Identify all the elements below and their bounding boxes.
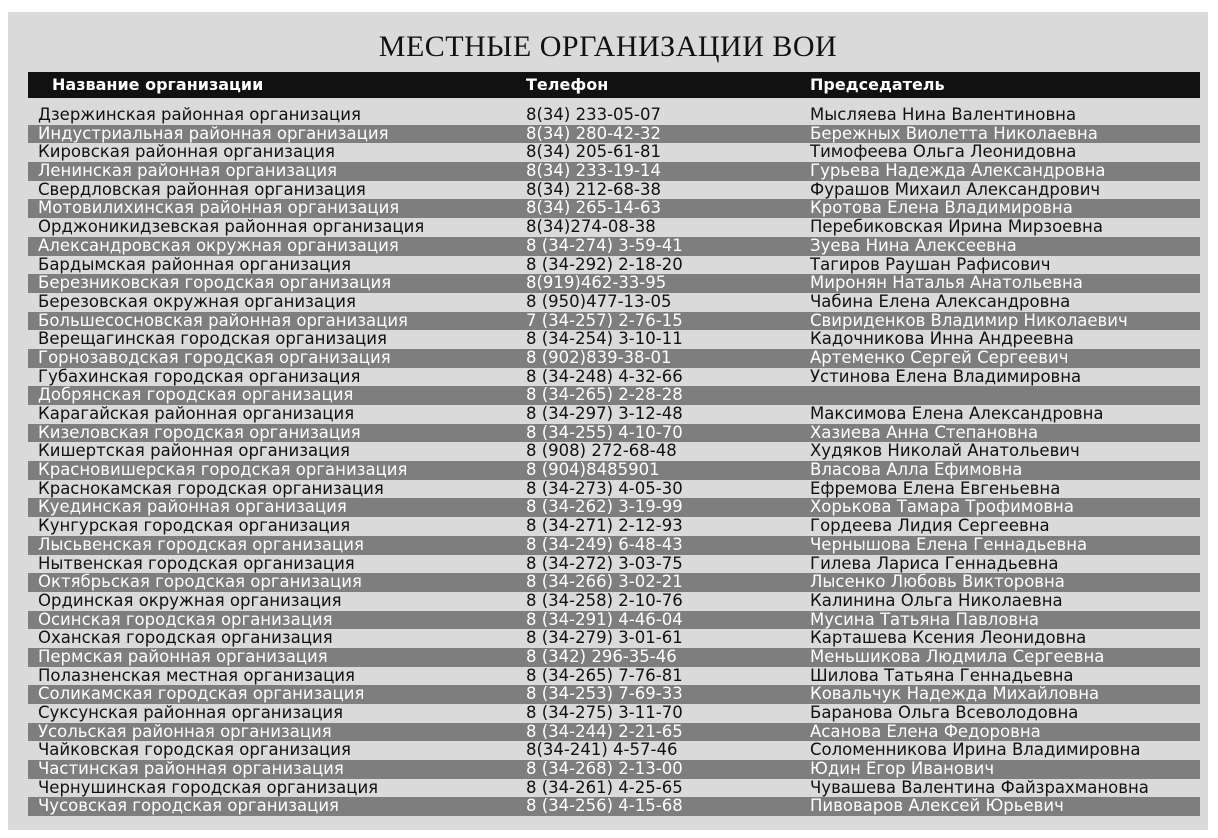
- phone-cell: 8 (950)477-13-05: [526, 291, 672, 311]
- chair-cell: Бережных Виолетта Николаевна: [810, 123, 1098, 143]
- org-name-cell: Губахинская городская организация: [38, 366, 361, 386]
- table-row: [28, 685, 1200, 704]
- chair-cell: Лысенко Любовь Викторовна: [810, 572, 1065, 592]
- org-name-cell: Индустриальная районная организация: [38, 123, 389, 143]
- chair-cell: Кротова Елена Владимировна: [810, 198, 1073, 218]
- phone-cell: 8 (34-274) 3-59-41: [526, 235, 683, 255]
- chair-cell: Чабина Елена Александровна: [810, 291, 1071, 311]
- chair-cell: Перебиковская Ирина Мирзоевна: [810, 217, 1103, 237]
- phone-cell: 8(34-241) 4-57-46: [526, 740, 678, 760]
- chair-cell: Соломенникова Ирина Владимировна: [810, 740, 1141, 760]
- chair-cell: Шилова Татьяна Геннадьевна: [810, 665, 1074, 685]
- phone-cell: 8 (34-248) 4-32-66: [526, 366, 683, 386]
- table-row: [28, 368, 1200, 387]
- phone-cell: 8 (908) 272-68-48: [526, 441, 677, 461]
- chair-cell: Хорькова Тамара Трофимовна: [810, 497, 1074, 517]
- table-row: [28, 536, 1200, 555]
- chair-cell: Калинина Ольга Николаевна: [810, 590, 1063, 610]
- table-row: [28, 704, 1200, 723]
- table-row: [28, 274, 1200, 293]
- table-row: [28, 592, 1200, 611]
- phone-cell: 8 (34-244) 2-21-65: [526, 721, 683, 741]
- chair-cell: Максимова Елена Александровна: [810, 404, 1104, 423]
- org-name-cell: Чусовская городская организация: [38, 796, 339, 816]
- phone-cell: 7 (34-257) 2-76-15: [526, 310, 683, 330]
- document-panel: [8, 12, 1208, 830]
- phone-cell: 8(34) 212-68-38: [526, 179, 662, 199]
- org-name-cell: Добрянская городская организация: [38, 385, 354, 405]
- org-name-cell: Березниковская городская организация: [38, 273, 392, 293]
- column-header-phone: Телефон: [526, 75, 609, 94]
- table-row: [28, 760, 1200, 779]
- chair-cell: Пивоваров Алексей Юрьевич: [810, 796, 1064, 816]
- chair-cell: Хазиева Анна Степановна: [810, 422, 1039, 442]
- chair-cell: Карташева Ксения Леонидовна: [810, 628, 1087, 648]
- phone-cell: 8 (34-253) 7-69-33: [526, 684, 683, 704]
- chair-cell: Худяков Николай Анатольевич: [810, 441, 1080, 461]
- phone-cell: 8 (34-272) 3-03-75: [526, 553, 683, 573]
- column-header-chair: Председатель: [810, 75, 945, 94]
- column-header-name: Название организации: [52, 75, 264, 94]
- org-name-cell: Кизеловская городская организация: [38, 422, 361, 442]
- org-name-cell: Верещагинская городская организация: [38, 329, 387, 349]
- phone-cell: 8 (34-275) 3-11-70: [526, 703, 683, 722]
- phone-cell: 8 (34-265) 7-76-81: [526, 665, 683, 685]
- table-row: [28, 256, 1200, 275]
- phone-cell: 8 (34-258) 2-10-76: [526, 590, 683, 610]
- table-row: [28, 293, 1200, 312]
- table-row: [28, 461, 1200, 480]
- phone-cell: 8 (34-279) 3-01-61: [526, 628, 683, 648]
- phone-cell: 8 (34-261) 4-25-65: [526, 777, 683, 797]
- org-name-cell: Усольская районная организация: [38, 721, 332, 741]
- table-row: [28, 498, 1200, 517]
- table-row: [28, 741, 1200, 760]
- phone-cell: 8 (34-262) 3-19-99: [526, 497, 683, 517]
- chair-cell: Асанова Елена Федоровна: [810, 721, 1041, 741]
- org-name-cell: Ленинская районная организация: [38, 161, 338, 181]
- phone-cell: 8 (902)839-38-01: [526, 347, 672, 367]
- phone-cell: 8(34) 265-14-63: [526, 198, 662, 218]
- chair-cell: Зуева Нина Алексеевна: [810, 235, 1017, 255]
- chair-cell: Ковальчук Надежда Михайловна: [810, 684, 1100, 704]
- phone-cell: 8 (904)8485901: [526, 460, 660, 480]
- chair-cell: Кадочникова Инна Андреевна: [810, 329, 1074, 349]
- chair-cell: Тагиров Раушан Рафисович: [810, 254, 1051, 274]
- chair-cell: Власова Алла Ефимовна: [810, 460, 1023, 480]
- org-name-cell: Соликамская городская организация: [38, 684, 365, 704]
- chair-cell: Меньшикова Людмила Сергеевна: [810, 646, 1105, 666]
- chair-cell: Ефремова Елена Евгеньевна: [810, 478, 1061, 498]
- chair-cell: Тимофеева Ольга Леонидовна: [810, 142, 1077, 162]
- table-row: [28, 237, 1200, 256]
- org-name-cell: Лысьвенская городская организация: [38, 534, 364, 554]
- table-row: [28, 125, 1200, 144]
- org-name-cell: Кунгурская городская организация: [38, 516, 351, 536]
- phone-cell: 8 (34-255) 4-10-70: [526, 422, 683, 442]
- org-name-cell: Чернушинская городская организация: [38, 777, 379, 797]
- org-name-cell: Бардымская районная организация: [38, 254, 351, 274]
- table-row: [28, 667, 1200, 686]
- phone-cell: 8 (34-271) 2-12-93: [526, 516, 683, 536]
- chair-cell: Чувашева Валентина Файзрахмановна: [810, 777, 1149, 797]
- org-name-cell: Чайковская городская организация: [38, 740, 351, 760]
- org-name-cell: Куединская районная организация: [38, 497, 347, 517]
- org-name-cell: Большесосновская районная организация: [38, 310, 408, 330]
- table-header: [28, 72, 1200, 98]
- table-row: [28, 386, 1200, 405]
- chair-cell: Гилева Лариса Геннадьевна: [810, 553, 1059, 573]
- table-row: [28, 648, 1200, 667]
- org-name-cell: Октябрьская городская организация: [38, 572, 362, 592]
- chair-cell: Артеменко Сергей Сергеевич: [810, 347, 1069, 367]
- phone-cell: 8(34) 280-42-32: [526, 123, 662, 143]
- table-row: [28, 162, 1200, 181]
- page-title: МЕСТНЫЕ ОРГАНИЗАЦИИ ВОИ: [378, 30, 838, 63]
- org-name-cell: Мотовилихинская районная организация: [38, 198, 400, 218]
- org-name-cell: Нытвенская городская организация: [38, 553, 355, 573]
- table-row: [28, 181, 1200, 200]
- chair-cell: Гурьева Надежда Александровна: [810, 161, 1106, 181]
- phone-cell: 8(34) 233-05-07: [526, 105, 662, 124]
- org-name-cell: Частинская районная организация: [38, 759, 344, 779]
- chair-cell: Миронян Наталья Анатольевна: [810, 273, 1083, 293]
- org-name-cell: Березовская окружная организация: [38, 291, 356, 311]
- org-name-cell: Оханская городская организация: [38, 628, 333, 648]
- table-row: [28, 611, 1200, 630]
- phone-cell: 8(34)274-08-38: [526, 217, 656, 237]
- phone-cell: 8 (34-256) 4-15-68: [526, 796, 683, 816]
- phone-cell: 8 (34-266) 3-02-21: [526, 572, 683, 592]
- phone-cell: 8 (342) 296-35-46: [526, 646, 677, 666]
- table-row: [28, 629, 1200, 648]
- org-name-cell: Свердловская районная организация: [38, 179, 366, 199]
- org-name-cell: Суксунская районная организация: [38, 703, 344, 722]
- org-name-cell: Осинская городская организация: [38, 609, 333, 629]
- chair-cell: Баранова Ольга Всеволодовна: [810, 703, 1079, 722]
- table-body: [28, 106, 1200, 816]
- table-row: [28, 517, 1200, 536]
- org-name-cell: Карагайская районная организация: [38, 404, 355, 423]
- table-row: [28, 573, 1200, 592]
- phone-cell: 8 (34-297) 3-12-48: [526, 404, 683, 423]
- table-row: [28, 442, 1200, 461]
- org-name-cell: Кировская районная организация: [38, 142, 335, 162]
- table-row: [28, 199, 1200, 218]
- table-row: [28, 797, 1200, 816]
- org-name-cell: Полазненская местная организация: [38, 665, 355, 685]
- phone-cell: 8 (34-273) 4-05-30: [526, 478, 683, 498]
- table-row: [28, 424, 1200, 443]
- chair-cell: Мысляева Нина Валентиновна: [810, 105, 1077, 124]
- table-row: [28, 779, 1200, 798]
- org-name-cell: Александровская окружная организация: [38, 235, 399, 255]
- org-name-cell: Красновишерская городская организация: [38, 460, 408, 480]
- phone-cell: 8(34) 205-61-81: [526, 142, 662, 162]
- chair-cell: Устинова Елена Владимировна: [810, 366, 1082, 386]
- table-row: [28, 480, 1200, 499]
- phone-cell: 8 (34-265) 2-28-28: [526, 385, 683, 405]
- phone-cell: 8 (34-292) 2-18-20: [526, 254, 683, 274]
- org-name-cell: Орджоникидзевская районная организация: [38, 217, 425, 237]
- table-row: [28, 405, 1200, 424]
- chair-cell: Мусина Татьяна Павловна: [810, 609, 1040, 629]
- table-row: [28, 218, 1200, 237]
- org-name-cell: Пермская районная организация: [38, 646, 328, 666]
- table-row: [28, 143, 1200, 162]
- chair-cell: Гордеева Лидия Сергеевна: [810, 516, 1050, 536]
- org-name-cell: Дзержинская районная организация: [38, 105, 361, 124]
- table-row: [28, 106, 1200, 125]
- phone-cell: 8(919)462-33-95: [526, 273, 667, 293]
- chair-cell: Свириденков Владимир Николаевич: [810, 310, 1128, 330]
- org-name-cell: Краснокамская городская организация: [38, 478, 384, 498]
- chair-cell: Фурашов Михаил Александрович: [810, 179, 1101, 199]
- phone-cell: 8 (34-249) 6-48-43: [526, 534, 683, 554]
- table-row: [28, 723, 1200, 742]
- phone-cell: 8 (34-254) 3-10-11: [526, 329, 683, 349]
- table-row: [28, 330, 1200, 349]
- table-row: [28, 555, 1200, 574]
- table-row: [28, 349, 1200, 368]
- chair-cell: Чернышова Елена Геннадьевна: [810, 534, 1088, 554]
- phone-cell: 8(34) 233-19-14: [526, 161, 662, 181]
- org-name-cell: Ординская окружная организация: [38, 590, 342, 610]
- phone-cell: 8 (34-268) 2-13-00: [526, 759, 683, 779]
- table-row: [28, 312, 1200, 331]
- org-name-cell: Горнозаводская городская организация: [38, 347, 391, 367]
- phone-cell: 8 (34-291) 4-46-04: [526, 609, 683, 629]
- chair-cell: Юдин Егор Иванович: [810, 759, 995, 779]
- org-name-cell: Кишертская районная организация: [38, 441, 350, 461]
